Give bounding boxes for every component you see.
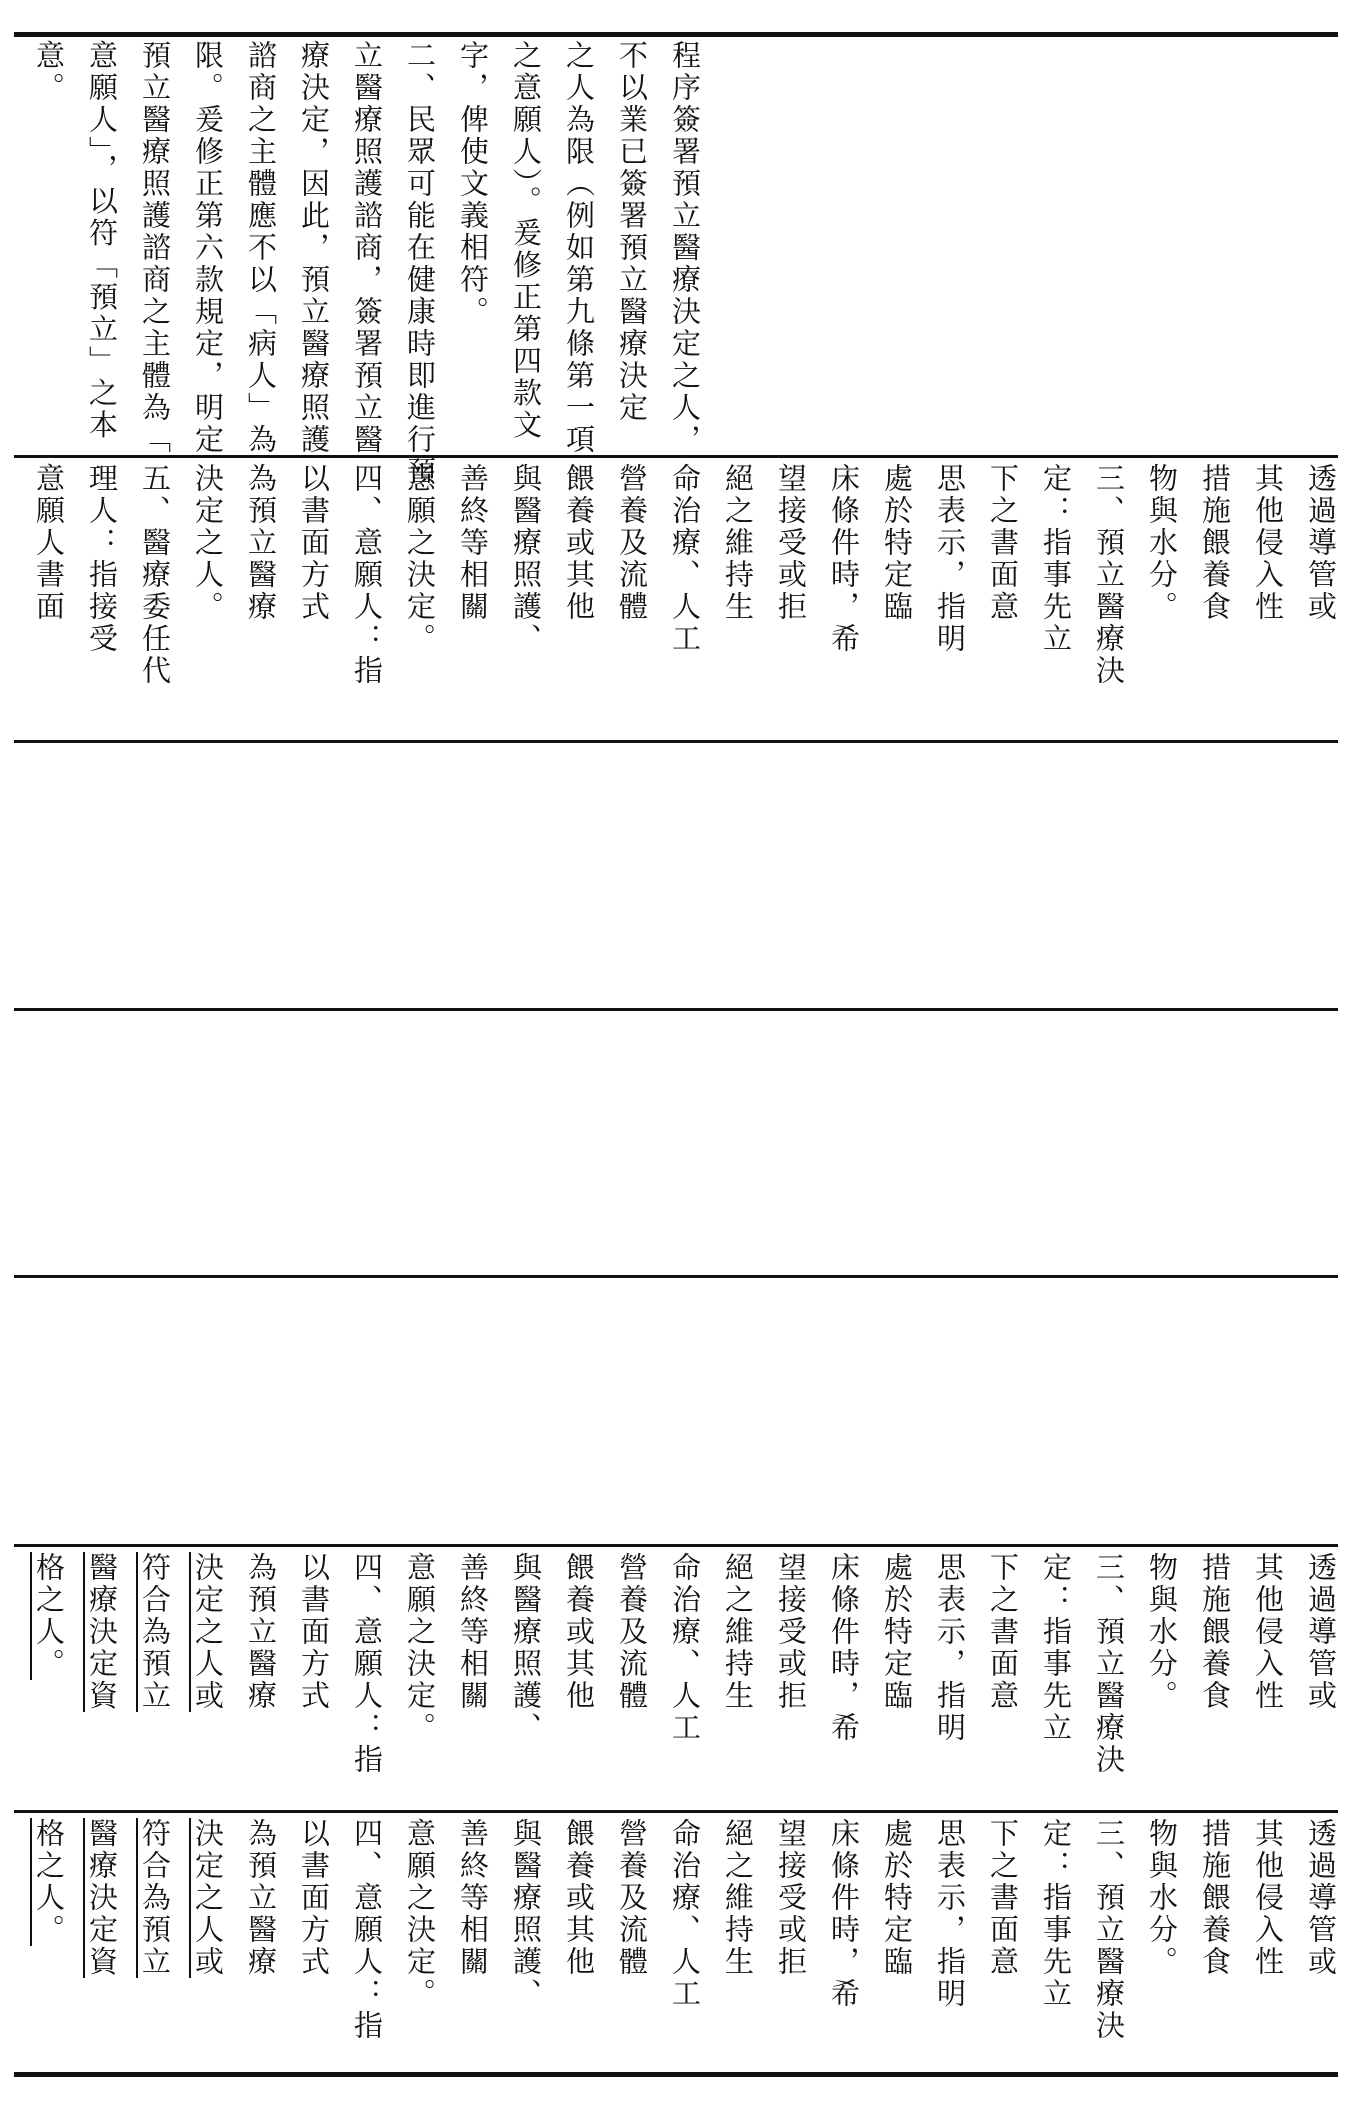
text-line: 意願之決定。 (403, 1552, 437, 1744)
text-line: 以書面方式 (297, 1818, 331, 1978)
text-line: 處於特定臨 (880, 1552, 914, 1712)
text-line: 意願人書面 (32, 463, 66, 623)
text-line: 絕之維持生 (721, 1818, 755, 1978)
row-divider-3 (14, 1008, 1338, 1011)
text-line: 下之書面意 (986, 1818, 1020, 1978)
amended-text-2 (22, 1818, 1347, 2042)
text-line: 思表示，指明 (933, 463, 967, 655)
text-line: 符合為預立 (138, 1552, 172, 1712)
text-line: 其他侵入性 (1251, 1552, 1285, 1712)
amended-text-cell-1 (22, 1552, 1338, 1805)
text-line: 下之書面意 (986, 463, 1020, 623)
text-line: 物與水分。 (1145, 1552, 1179, 1712)
text-line: 望接受或拒 (774, 463, 808, 623)
text-line: 諮商之主體應不以「病人」為 (244, 40, 278, 456)
text-line: 以書面方式 (297, 1552, 331, 1712)
text-line: 物與水分。 (1145, 1818, 1179, 1978)
empty-cell-1 (22, 748, 1334, 1003)
text-line: 處於特定臨 (880, 1818, 914, 1978)
text-line: 療決定，因此，預立醫療照護 (297, 40, 331, 456)
text-line: 措施餵養食 (1198, 1818, 1232, 1978)
text-line: 四、意願人：指 (350, 463, 384, 687)
row-divider-2 (14, 740, 1338, 743)
text-line: 善終等相關 (456, 1552, 490, 1712)
text-line: 符合為預立 (138, 1818, 172, 1978)
text-line: 透過導管或 (1304, 1818, 1338, 1978)
text-line: 餵養或其他 (562, 1552, 596, 1712)
text-line: 三、預立醫療決 (1092, 1818, 1126, 2042)
text-line: 命治療、人工 (668, 1818, 702, 2010)
text-line: 思表示，指明 (933, 1552, 967, 1744)
text-line: 四、意願人：指 (350, 1818, 384, 2042)
text-line: 格之人。 (32, 1552, 66, 1680)
text-line: 之人為限（例如第九條第一項 (562, 40, 596, 456)
text-line: 限。爰修正第六款規定，明定 (191, 40, 225, 456)
text-line: 決定之人。 (191, 463, 225, 623)
text-line: 與醫療照護、 (509, 1818, 543, 2010)
text-line: 床條件時，希 (827, 1818, 861, 2010)
text-line: 營養及流體 (615, 463, 649, 623)
text-line: 為預立醫療 (244, 1818, 278, 1978)
text-line: 五、醫療委任代 (138, 463, 172, 687)
text-line: 定：指事先立 (1039, 1818, 1073, 2010)
current-text (22, 463, 1347, 687)
text-line: 決定之人或 (191, 1552, 225, 1712)
text-line: 命治療、人工 (668, 463, 702, 655)
text-line: 二、民眾可能在健康時即進行預 (403, 40, 437, 488)
text-line: 命治療、人工 (668, 1552, 702, 1744)
text-line: 善終等相關 (456, 1818, 490, 1978)
bottom-rule (14, 2072, 1338, 2077)
empty-cell-2 (22, 1016, 1334, 1270)
text-line: 意願之決定。 (403, 1818, 437, 2010)
text-line: 之意願人）。爰修正第四款文 (509, 40, 543, 442)
text-line: 其他侵入性 (1251, 1818, 1285, 1978)
text-line: 床條件時，希 (827, 1552, 861, 1744)
text-line: 處於特定臨 (880, 463, 914, 623)
text-line: 定：指事先立 (1039, 1552, 1073, 1744)
amended-text-1 (22, 1552, 1347, 1776)
text-line: 透過導管或 (1304, 463, 1338, 623)
text-line: 餵養或其他 (562, 1818, 596, 1978)
text-line: 善終等相關 (456, 463, 490, 623)
text-line: 措施餵養食 (1198, 1552, 1232, 1712)
text-line: 三、預立醫療決 (1092, 463, 1126, 687)
text-line: 字，俾使文義相符。 (456, 40, 490, 328)
top-rule (14, 32, 1338, 37)
current-text-cell (22, 463, 1338, 735)
text-line: 透過導管或 (1304, 1552, 1338, 1712)
row-divider-5 (14, 1544, 1338, 1547)
text-line: 四、意願人：指 (350, 1552, 384, 1776)
text-line: 醫療決定資 (85, 1552, 119, 1712)
text-line: 物與水分。 (1145, 463, 1179, 623)
text-line: 意。 (32, 40, 66, 104)
text-line: 思表示，指明 (933, 1818, 967, 2010)
text-line: 與醫療照護、 (509, 1552, 543, 1744)
text-line: 決定之人或 (191, 1818, 225, 1978)
text-line: 望接受或拒 (774, 1818, 808, 1978)
explanation-text (22, 40, 711, 488)
text-line: 營養及流體 (615, 1552, 649, 1712)
amended-text-cell-2 (22, 1818, 1338, 2068)
text-line: 床條件時，希 (827, 463, 861, 655)
text-line: 與醫療照護、 (509, 463, 543, 655)
text-line: 立醫療照護諮商，簽署預立醫 (350, 40, 384, 456)
text-line: 三、預立醫療決 (1092, 1552, 1126, 1776)
text-line: 理人：指接受 (85, 463, 119, 655)
text-line: 為預立醫療 (244, 1552, 278, 1712)
text-line: 程序簽署預立醫療決定之人， (668, 40, 702, 456)
text-line: 意願之決定。 (403, 463, 437, 655)
text-line: 望接受或拒 (774, 1552, 808, 1712)
text-line: 意願人」，以符「預立」之本 (85, 40, 119, 442)
text-line: 醫療決定資 (85, 1818, 119, 1978)
text-line: 餵養或其他 (562, 463, 596, 623)
text-line: 不以業已簽署預立醫療決定 (615, 40, 649, 424)
text-line: 營養及流體 (615, 1818, 649, 1978)
text-line: 絕之維持生 (721, 1552, 755, 1712)
row-divider-6 (14, 1810, 1338, 1813)
text-line: 下之書面意 (986, 1552, 1020, 1712)
empty-cell-3 (22, 1283, 1334, 1539)
text-line: 以書面方式 (297, 463, 331, 623)
text-line: 為預立醫療 (244, 463, 278, 623)
row-divider-4 (14, 1275, 1338, 1278)
text-line: 其他侵入性 (1251, 463, 1285, 623)
text-line: 定：指事先立 (1039, 463, 1073, 655)
text-line: 格之人。 (32, 1818, 66, 1946)
explanation-cell (22, 40, 1334, 488)
text-line: 預立醫療照護諮商之主體為「 (138, 40, 172, 456)
text-line: 絕之維持生 (721, 463, 755, 623)
text-line: 措施餵養食 (1198, 463, 1232, 623)
